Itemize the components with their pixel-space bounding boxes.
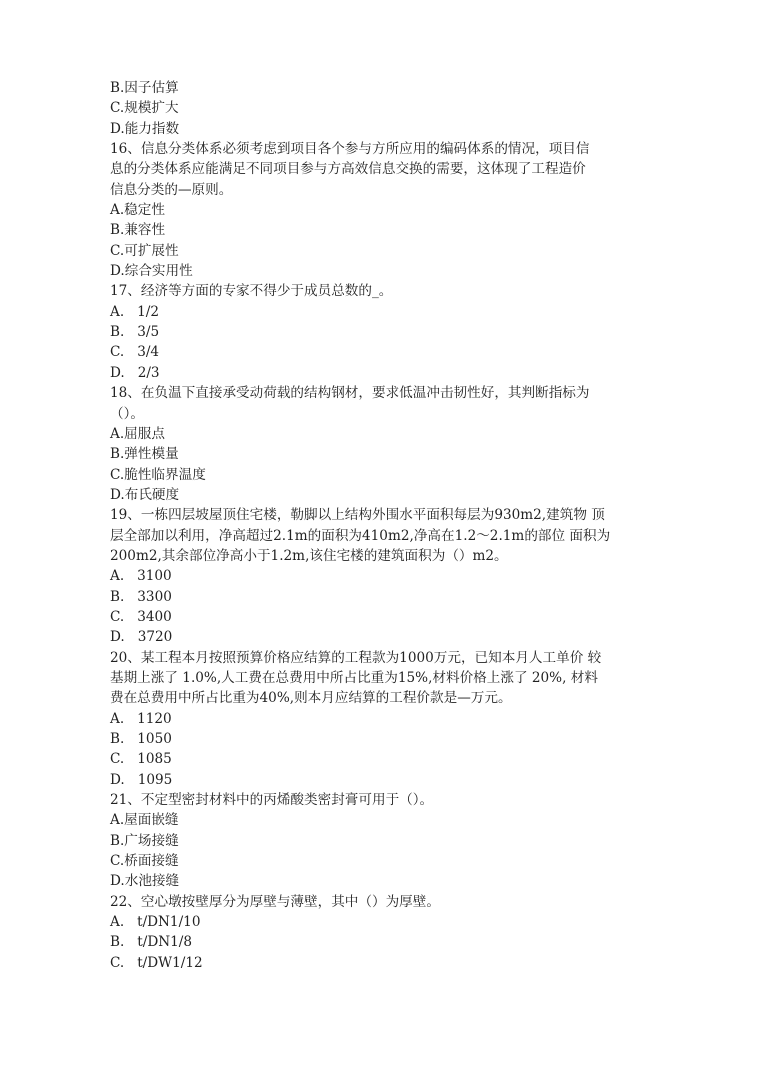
question-17 [110, 281, 670, 383]
continued-options [110, 78, 670, 139]
option-b: B. t/DN1/8 [110, 934, 192, 951]
question-stem: 22、空心墩按壁厚分为厚壁与薄壁，其中（）为厚壁。 [110, 893, 440, 910]
option-b: B. 1050 [110, 731, 172, 747]
question-stem: 层全部加以利用，净高超过2.1m的面积为410m2,净高在1.2～2.1m的部位 面积为 [110, 527, 611, 544]
option-c: C. 3/4 [110, 344, 160, 361]
option-c: C. 3400 [110, 608, 172, 625]
option-d: D. 3720 [110, 629, 173, 646]
option: C.规模扩大 [110, 100, 179, 117]
document-page [110, 78, 670, 973]
option-d: D. 1095 [110, 771, 173, 788]
question-stem: 17、经济等方面的专家不得少于成员总数的_。 [110, 283, 393, 300]
question-20 [110, 648, 670, 790]
option-b: B.兼容性 [110, 222, 166, 239]
question-stem: 21、不定型密封材料中的丙烯酸类密封膏可用于（）。 [110, 792, 434, 809]
option-b: B.广场接缝 [110, 832, 179, 849]
option-a: A.稳定性 [110, 202, 165, 219]
option-a: A.屋面嵌缝 [110, 812, 179, 829]
option-a: A. 1/2 [110, 303, 159, 320]
option: B.因子估算 [110, 80, 179, 96]
option-b: B.弹性模量 [110, 446, 179, 463]
question-16 [110, 139, 670, 281]
option-a: A. 3100 [110, 568, 172, 585]
option-c: C.脆性临界温度 [110, 466, 206, 483]
option-a: A.屈服点 [110, 425, 165, 442]
question-stem: （）。 [110, 405, 144, 422]
option-c: C.桥面接缝 [110, 853, 179, 870]
question-stem: 20、某工程本月按照预算价格应结算的工程款为1000万元，已知本月人工单价 较 [110, 649, 602, 666]
option-b: B. 3300 [110, 588, 172, 605]
question-stem: 16、信息分类体系必须考虑到项目各个参与方所应用的编码体系的情况，项目信 [110, 141, 590, 158]
question-22 [110, 892, 670, 973]
option-d: D. 2/3 [110, 364, 160, 381]
question-19 [110, 505, 670, 647]
question-stem: 费在总费用中所占比重为40%,则本月应结算的工程价款是—万元。 [110, 690, 512, 707]
option: D.能力指数 [110, 120, 180, 137]
option-d: D.布氏硬度 [110, 486, 180, 503]
question-21 [110, 790, 670, 892]
question-stem: 信息分类的—原则。 [110, 181, 233, 198]
option-a: A. 1120 [110, 710, 172, 727]
question-stem: 200m2,其余部位净高小于1.2m,该住宅楼的建筑面积为（）m2。 [110, 547, 508, 564]
option-b: B. 3/5 [110, 324, 160, 341]
option-c: C.可扩展性 [110, 242, 179, 259]
option-d: D.水池接缝 [110, 873, 180, 890]
option-d: D.综合实用性 [110, 263, 193, 280]
option-a: A. t/DN1/10 [110, 914, 201, 931]
option-c: C. 1085 [110, 751, 172, 768]
question-stem: 基期上涨了 1.0%,人工费在总费用中所占比重为15%,材料价格上涨了 20%, 材料 [110, 669, 598, 686]
question-stem: 19、一栋四层坡屋顶住宅楼，勒脚以上结构外围水平面积每层为930m2,建筑物 顶 [110, 507, 605, 524]
question-stem: 息的分类体系应能满足不同项目参与方高效信息交换的需要，这体现了工程造价 [110, 161, 586, 178]
question-stem: 18、在负温下直接承受动荷载的结构钢材，要求低温冲击韧性好，其判断指标为 [110, 385, 590, 402]
option-c: C. t/DW1/12 [110, 954, 203, 971]
question-18 [110, 383, 670, 505]
